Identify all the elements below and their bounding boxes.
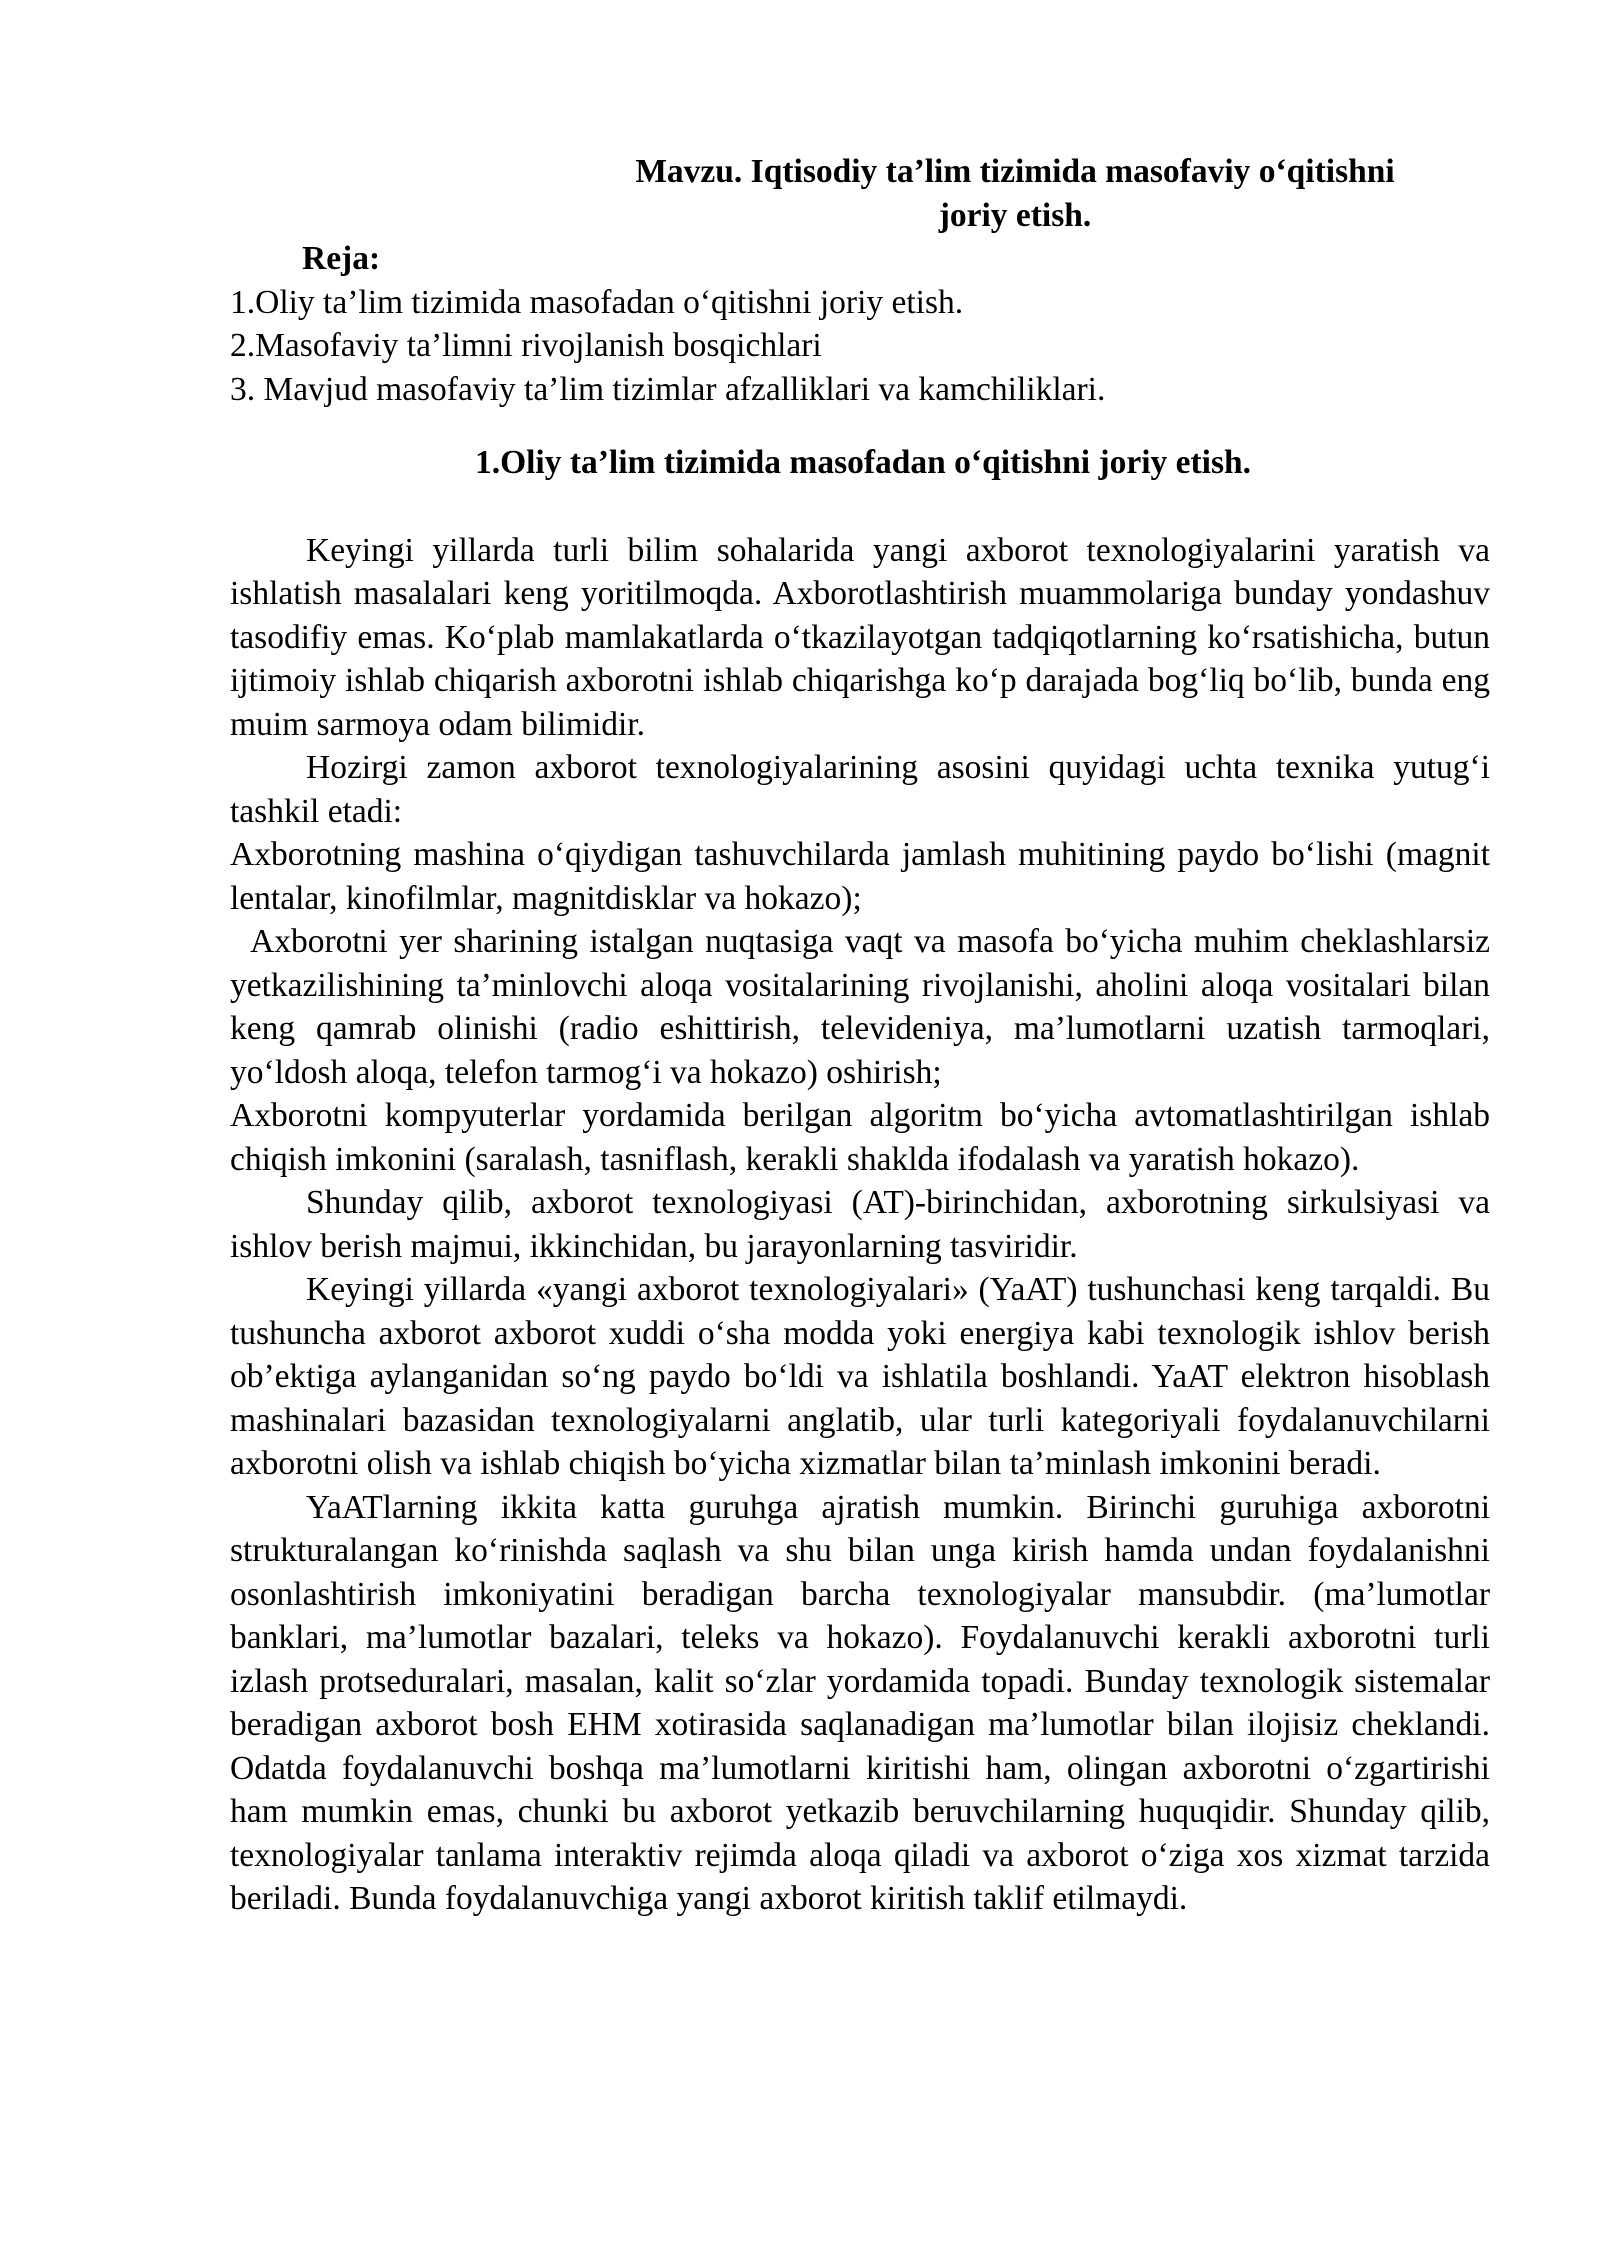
document-page — [230, 150, 1490, 1921]
document-title — [230, 150, 1490, 237]
paragraph-7: Keyingi yillarda «yangi axborot texnologiyalari» (YaAT) tushunchasi keng tarqaldi. Bu tushuncha axborot axborot xuddi o‘sha modda yoki energiya kabi texnologik ishlov berish ob’ektiga aylanganidan so‘ng paydo bo‘ldi va ishlatila boshlandi. YaAT elektron hisoblash mashinalari bazasidan texnologiyalarni anglatib, ular turli kategoriyali foydalanuvchilarni axborotni olish va ishlab chiqish bo‘yicha xizmatlar bilan ta’minlash imkonini beradi. — [230, 1271, 1490, 1482]
paragraph-4: Axborotni yer sharining istalgan nuqtasiga vaqt va masofa bo‘yicha muhim cheklashlarsiz yetkazilishining ta’minlovchi aloqa vositalarining rivojlanishi, aholini aloqa vositalari bilan keng qamrab olinishi (radio eshittirish, televideniya, ma’lumotlarni uzatish tarmoqlari, yo‘ldosh aloqa, telefon tarmog‘i va hokazo) oshirish; — [230, 923, 1490, 1091]
paragraph-3: Axborotning mashina o‘qiydigan tashuvchilarda jamlash muhitining paydo bo‘lishi (magnit lentalar, kinofilmlar, magnitdisklar va hokazo); — [230, 836, 1490, 917]
title-line-2: joriy etish. — [938, 196, 1092, 234]
paragraph-8: YaATlarning ikkita katta guruhga ajratish mumkin. Birinchi guruhiga axborotni strukturalangan ko‘rinishda saqlash va shu bilan unga kirish hamda undan foydalanishni osonlashtirish imkoniyatini beradigan barcha texnologiyalar mansubdir. (ma’lumotlar banklari, ma’lumotlar bazalari, teleks va hokazo). Foydalanuvchi kerakli axborotni turli izlash protseduralari, masalan, kalit so‘zlar yordamida topadi. Bunday texnologik sistemalar beradigan axborot bosh EHM xotirasida saqlanadigan ma’lumotlar bilan ilojisiz cheklandi. Odatda foydalanuvchi boshqa ma’lumotlarni kiritishi ham, olingan axborotni o‘zgartirishi ham mumkin emas, chunki bu axborot yetkazib beruvchilarning huquqidir. Shunday qilib, texnologiyalar tanlama interaktiv rejimda aloqa qiladi va axborot o‘ziga xos xizmat tarzida beriladi. Bunda foydalanuvchiga yangi axborot kiritish taklif etilmaydi. — [230, 1488, 1490, 1917]
paragraph-6: Shunday qilib, axborot texnologiyasi (AT)-birinchidan, axborotning sirkulsiyasi va ishlov berish majmui, ikkinchidan, bu jarayonlarning tasviridir. — [230, 1184, 1490, 1265]
paragraph-5: Axborotni kompyuterlar yordamida berilgan algoritm bo‘yicha avtomatlashtirilgan ishlab chiqish imkonini (saralash, tasniflash, kerakli shaklda ifodalash va yaratish hokazo). — [230, 1097, 1490, 1178]
plan-item-3: 3. Mavjud masofaviy ta’lim tizimlar afzalliklari va kamchiliklari. — [230, 370, 1106, 408]
plan-label: Reja: — [302, 240, 381, 277]
title-line-1: Mavzu. Iqtisodiy ta’lim tizimida masofaviy o‘qitishni — [635, 153, 1395, 190]
paragraph-1: Keyingi yillarda turli bilim sohalarida yangi axborot texnologiyalarini yaratish va ishlatish masalalari keng yoritilmoqda. Axborotlashtirish muammolariga bunday yondashuv tasodifiy emas. Ko‘plab mamlakatlarda o‘tkazilayotgan tadqiqotlarning ko‘rsatishicha, butun ijtimoiy ishlab chiqarish axborotni ishlab chiqarishga ko‘p darajada bog‘liq bo‘lib, bunda eng muim sarmoya odam bilimidir. — [230, 531, 1490, 743]
section-heading: 1.Oliy ta’lim tizimida masofadan o‘qitishni joriy etish. — [474, 444, 1252, 481]
plan-item-1: 1.Oliy ta’lim tizimida masofadan o‘qitishni joriy etish. — [230, 283, 964, 321]
plan-item-2: 2.Masofaviy ta’limni rivojlanish bosqichlari — [230, 327, 822, 364]
paragraph-2: Hozirgi zamon axborot texnologiyalarining asosini quyidagi uchta texnika yutug‘i tashkil etadi: — [230, 749, 1490, 830]
